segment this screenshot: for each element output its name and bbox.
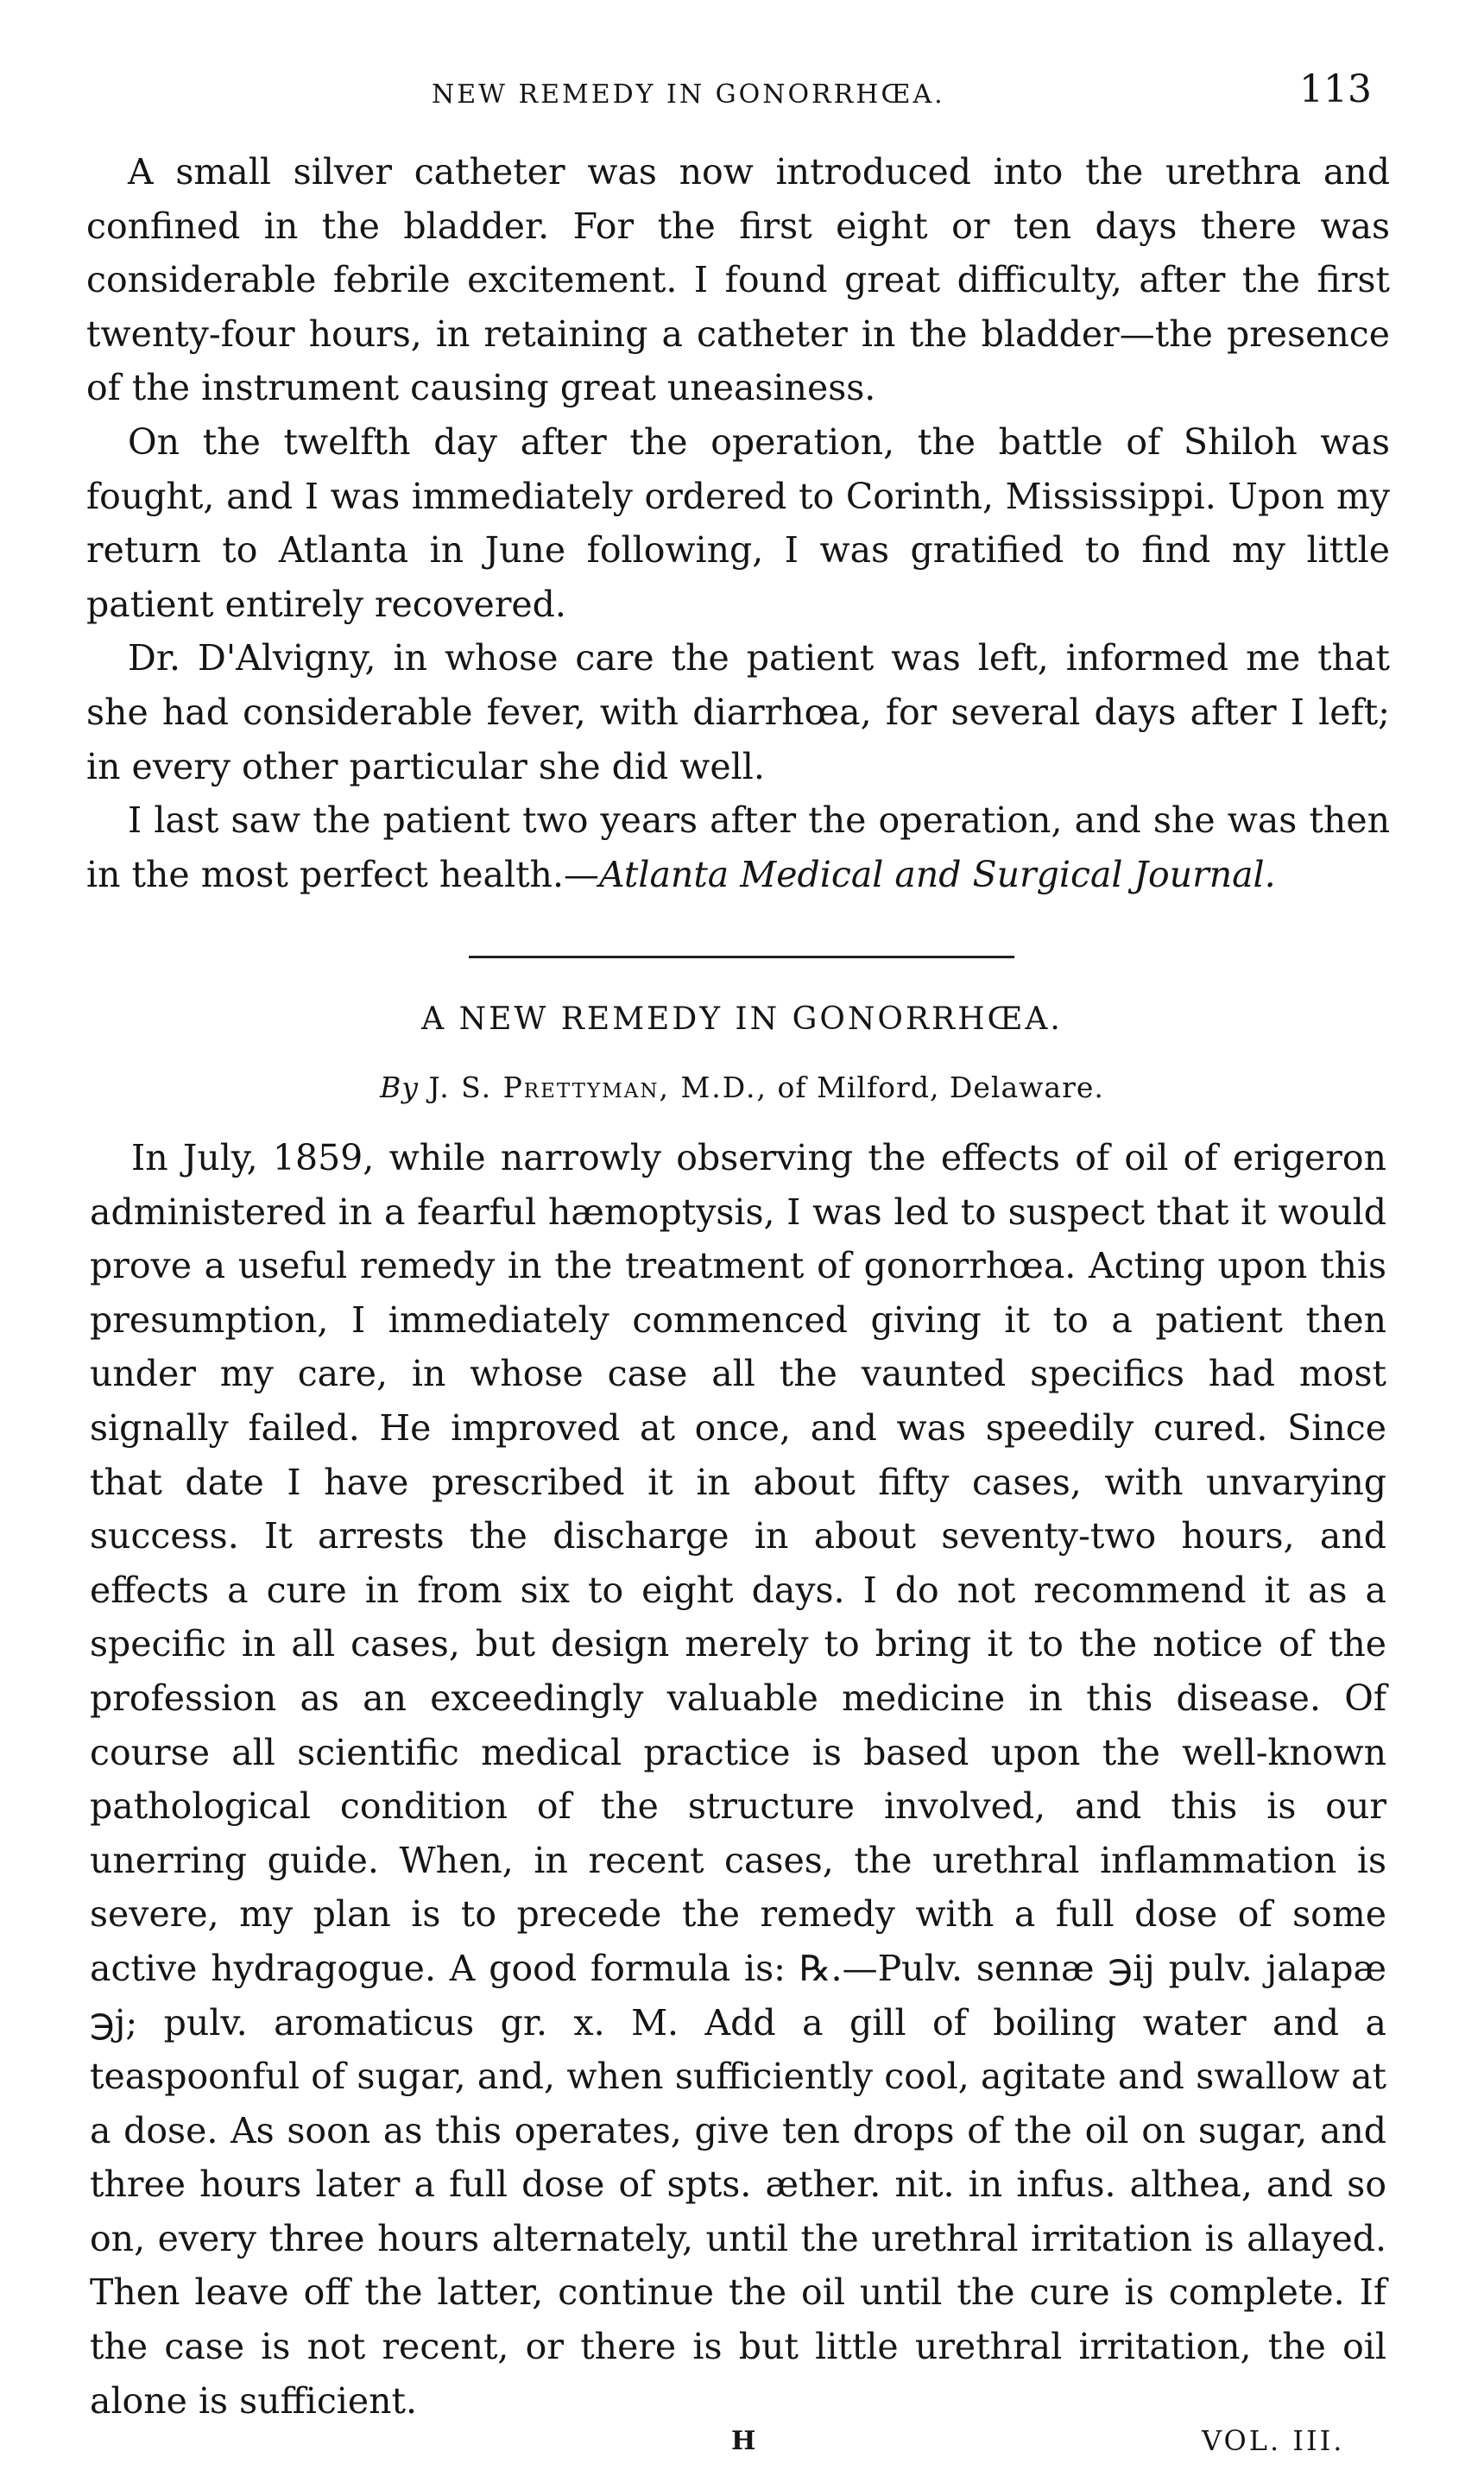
byline-place: of Milford, Delaware.: [777, 1071, 1104, 1104]
paragraph-shiloh: On the twelfth day after the operation, the battle of Shiloh was fought, and I was immediately ordered to Corinth, Mississippi. Upon my return to Atlanta in June following, I was gratified to find my little patient entirely recovered.: [86, 420, 1390, 625]
article-title: A NEW REMEDY IN GONORRHŒA.: [421, 1001, 1063, 1037]
article-body: [90, 1131, 1386, 2428]
paragraph-catheter: A small silver catheter was now introduced into the urethra and confined in the bladder. For the first eight or ten days there was considerable febrile excitement. I found great difficulty, after the first twenty-four hours, in retaining a catheter in the bladder—the presence of the instrument causing great uneasiness.: [86, 151, 1390, 409]
running-head: [0, 67, 1484, 119]
previous-article-conclusion: [86, 145, 1390, 901]
running-title: NEW REMEDY IN GONORRHŒA.: [432, 79, 945, 110]
byline: [0, 1071, 1484, 1104]
section-divider: [469, 956, 1014, 958]
last-paragraph-text: I last saw the patient two years after the operation, and she was then in the most perfect health.—: [86, 799, 1390, 895]
article-paragraph: In July, 1859, while narrowly observing the effects of oil of erigeron administered in a fearful hæmoptysis, I was led to suspect that it would prove a useful remedy in the treatment of gonorrhœa. Acting upon this presumption, I immediately commenced giving it to a patient then under my care, in whose case all the vaunted specifics had most signally failed. He improved at once, and was speedily cured. Since that date I have prescribed it in about fifty cases, with unvarying success. It arrests the discharge in about seventy-two hours, and effects a cure in from six to eight days. I do not recommend it as a specific in all cases, but design merely to bring it to the notice of the profession as an exceedingly valuable medicine in this disease. Of course all scientific medical practice is based upon the well-known pathological condition of the structure involved, and this is our unerring guide. When, in recent cases, the urethral inflammation is severe, my plan is to precede the remedy with a full dose of some active hydragogue. A good formula is: ℞.—Pulv. sennæ ℈ij pulv. jalapæ ℈j; pulv. aromaticus gr. x. M. Add a gill of boiling water and a teaspoonful of sugar, and, when sufficiently cool, agitate and swallow at a dose. As soon as this operates, give ten drops of the oil on sugar, and three hours later a full dose of spts. æther. nit. in infus. althea, and so on, every three hours alternately, until the urethral irritation is allayed. Then leave off the latter, continue the oil until the cure is complete. If the case is not recent, or there is but little urethral irritation, the oil alone is sufficient.: [90, 1137, 1386, 2422]
paragraph-last-seen: [86, 793, 1390, 901]
journal-source: Atlanta Medical and Surgical Journal.: [599, 853, 1276, 895]
byline-author: J. S. Prettyman, M.D.,: [428, 1071, 767, 1104]
volume-mark: VOL. III.: [1202, 2424, 1345, 2457]
byline-by: By: [380, 1071, 420, 1104]
page-number: 113: [1299, 67, 1372, 111]
paragraph-dalvigny: Dr. D'Alvigny, in whose care the patient was left, informed me that she had considerable fever, with diarrhœa, for several days after I left; in every other particular she did well.: [86, 637, 1390, 787]
signature-mark: H: [731, 2426, 756, 2456]
